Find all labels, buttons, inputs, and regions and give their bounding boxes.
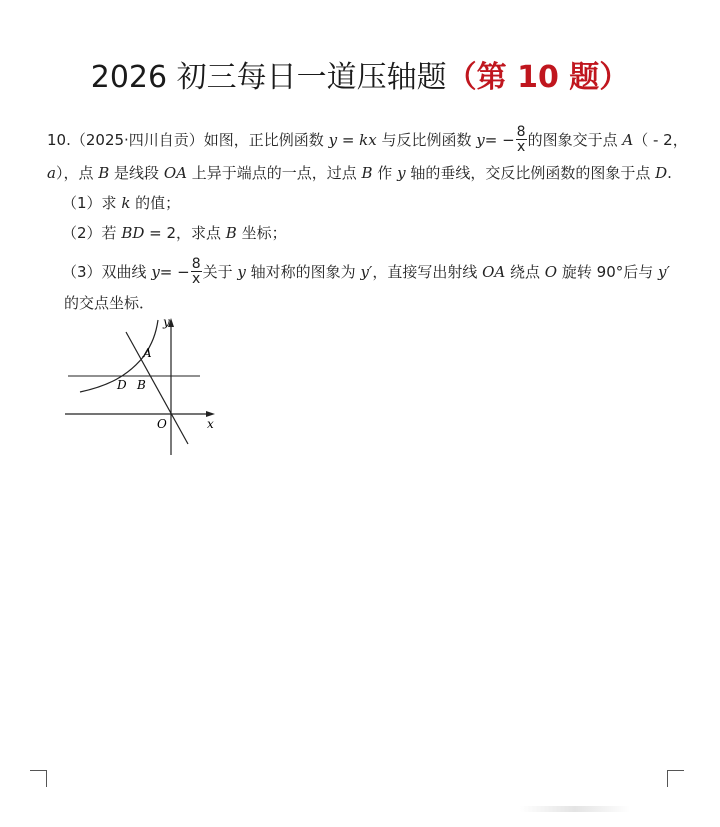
watermark	[520, 806, 630, 812]
text: 作	[372, 164, 398, 182]
var-y-prime: y′	[658, 263, 670, 281]
var-y-prime: y′	[360, 263, 373, 281]
text: 绕点	[505, 263, 545, 281]
text: 的值；	[130, 194, 181, 212]
page-corner-mark-left	[30, 770, 47, 787]
text: .	[667, 164, 672, 182]
var-O: O	[544, 263, 558, 281]
text: 轴的垂线，交反比例函数的图象于点	[405, 164, 656, 182]
page-title	[0, 58, 720, 98]
var-OA: OA	[163, 164, 187, 182]
fraction	[191, 257, 202, 286]
label-point-d: D	[117, 378, 127, 392]
var-a: a	[47, 164, 56, 182]
text: 的图象交于点	[527, 131, 623, 149]
text: （3）双曲线	[62, 263, 152, 281]
page-corner-mark-right	[667, 770, 684, 787]
label-point-b: B	[137, 378, 146, 392]
label-y-axis: y	[163, 315, 170, 329]
problem-line-1	[47, 126, 688, 155]
fraction-numerator: 8	[191, 256, 201, 272]
fraction	[516, 125, 527, 154]
var-B: B	[225, 224, 237, 242]
var-B: B	[361, 164, 373, 182]
function-graph	[60, 312, 230, 462]
text: （ - 2，	[633, 131, 688, 149]
text: 坐标；	[236, 224, 287, 242]
text: ），点	[55, 164, 99, 182]
text: （2）若	[62, 224, 122, 242]
problem-line-2	[47, 162, 672, 184]
text: （1）求	[62, 194, 122, 212]
problem-part-1	[62, 192, 180, 214]
label-x-axis: x	[207, 417, 214, 431]
var-D: D	[655, 164, 668, 182]
problem-part-3	[62, 258, 670, 287]
text: 关于	[202, 263, 238, 281]
fraction-denominator: x	[516, 139, 526, 155]
var-OA: OA	[482, 263, 506, 281]
var-y: y	[151, 263, 160, 281]
var-y: y	[328, 131, 338, 149]
fraction-numerator: 8	[516, 124, 526, 140]
text: = 2，求点	[144, 224, 226, 242]
var-y: y	[476, 131, 485, 149]
problem-part-3-continued: 的交点坐标．	[64, 294, 155, 312]
var-k: k	[121, 194, 131, 212]
text: = −	[484, 131, 515, 149]
fraction-denominator: x	[192, 271, 201, 287]
var-y: y	[397, 164, 406, 182]
text: 与反比例函数	[376, 131, 477, 149]
var-B: B	[98, 164, 110, 182]
text: =	[337, 131, 360, 149]
var-A: A	[622, 131, 634, 149]
var-kx: kx	[359, 131, 377, 149]
title-highlight: （第 10 题）	[446, 60, 630, 95]
text: 10.（2025·四川自贡）如图，正比例函数	[47, 131, 329, 149]
var-y: y	[237, 263, 246, 281]
text: 上异于端点的一点，过点	[186, 164, 362, 182]
title-main: 2026 初三每日一道压轴题	[90, 60, 447, 95]
text: 旋转 90°后与	[557, 263, 659, 281]
problem-part-2	[62, 222, 287, 244]
label-point-a: A	[143, 346, 152, 360]
text: 是线段	[109, 164, 164, 182]
label-origin: O	[157, 417, 167, 431]
text: = −	[159, 263, 190, 281]
text: ，直接写出射线	[372, 263, 483, 281]
var-BD: BD	[121, 224, 145, 242]
text: 轴对称的图象为	[245, 263, 361, 281]
